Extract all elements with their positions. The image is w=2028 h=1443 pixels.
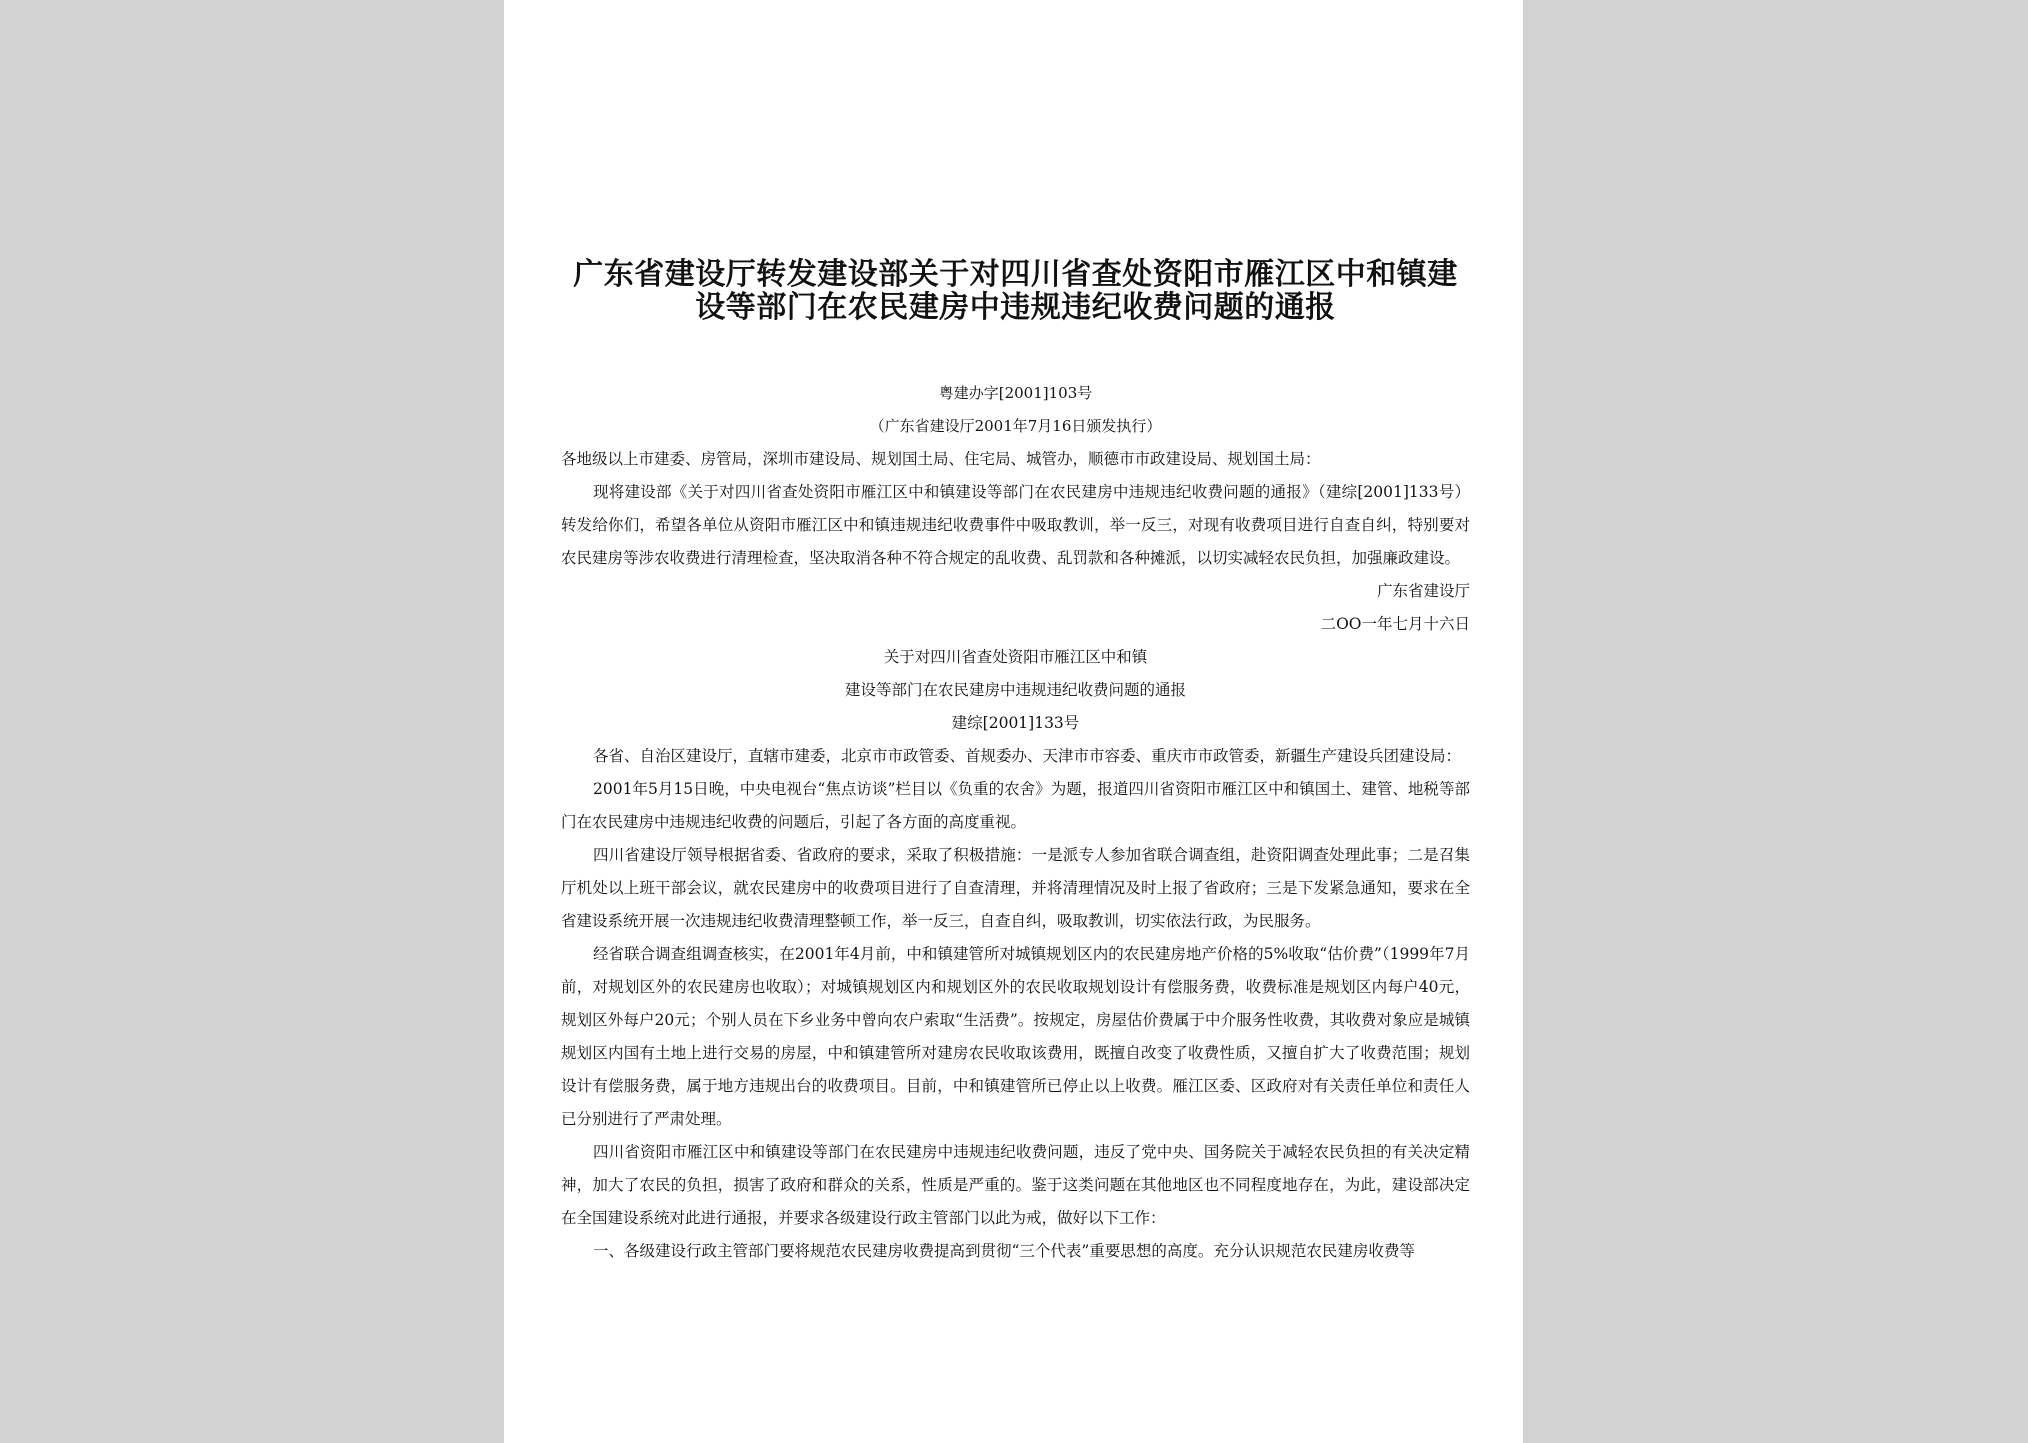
signature-date: 二OO一年七月十六日: [1320, 615, 1470, 633]
sub-addressee: 各省、自治区建设厅，直辖市建委，北京市市政管委、首规委办、天津市市容委、重庆市市政管委，新疆生产建设兵团建设局：: [593, 747, 1462, 765]
issue-note: （广东省建设厅2001年7月16日颁发执行）: [869, 417, 1162, 435]
document-title: 广东省建设厅转发建设部关于对四川省查处资阳市雁江区中和镇建设等部门在农民建房中违规违纪收费问题的通报: [573, 257, 1458, 325]
paragraph-2: 四川省建设厅领导根据省委、省政府的要求，采取了积极措施：一是派专人参加省联合调查组，赴资阳调查处理此事；二是召集厅机处以上班干部会议，就农民建房中的收费项目进行了自查清理，并将清理情况及时上报了省政府；三是下发紧急通知，要求在全省建设系统开展一次违规违纪收费清理整顿工作，举一反三，自查自纠，吸取教训，切实依法行政，为民服务。: [561, 846, 1470, 930]
sub-title-line-2: 建设等部门在农民建房中违规违纪收费问题的通报: [844, 681, 1186, 699]
sub-document-number: 建综[2001]133号: [951, 714, 1080, 732]
paragraph-1: 2001年5月15日晚，中央电视台“焦点访谈”栏目以《负重的农舍》为题，报道四川省资阳市雁江区中和镇国土、建管、地税等部门在农民建房中违规违纪收费的问题后，引起了各方面的高度重视。: [561, 780, 1470, 831]
paragraph-3: 经省联合调查组调查核实，在2001年4月前，中和镇建管所对城镇规划区内的农民建房地产价格的5%收取“估价费”（1999年7月前，对规划区外的农民建房也收取）；对城镇规划区内和规划区外的农民收取规划设计有偿服务费，收费标准是规划区内每户40元，规划区外每户20元；个别人员在下乡业务中曾向农户索取“生活费”。按规定，房屋估价费属于中介服务性收费，其收费对象应是城镇规划区内国有土地上进行交易的房屋，中和镇建管所对建房农民收取该费用，既擅自改变了收费性质，又擅自扩大了收费范围；规划设计有偿服务费，属于地方违规出台的收费项目。目前，中和镇建管所已停止以上收费。雁江区委、区政府对有关责任单位和责任人已分别进行了严肃处理。: [561, 945, 1470, 1128]
document-number: 粤建办字[2001]103号: [938, 384, 1093, 402]
document-body: [561, 258, 1470, 1268]
paragraph-4: 四川省资阳市雁江区中和镇建设等部门在农民建房中违规违纪收费问题，违反了党中央、国务院关于减轻农民负担的有关决定精神，加大了农民的负担，损害了政府和群众的关系，性质是严重的。鉴于这类问题在其他地区也不同程度地存在，为此，建设部决定在全国建设系统对此进行通报，并要求各级建设行政主管部门以此为戒，做好以下工作：: [561, 1143, 1470, 1227]
signature: 广东省建设厅: [1376, 582, 1470, 600]
sub-title-line-1: 关于对四川省查处资阳市雁江区中和镇: [883, 648, 1148, 666]
document-page: [504, 0, 1523, 1443]
addressee: 各地级以上市建委、房管局，深圳市建设局、规划国土局、住宅局、城管办，顺德市市政建设局、规划国土局：: [561, 450, 1321, 468]
paragraph-5: 一、各级建设行政主管部门要将规范农民建房收费提高到贯彻“三个代表”重要思想的高度。充分认识规范农民建房收费等: [593, 1242, 1415, 1260]
forward-paragraph: 现将建设部《关于对四川省查处资阳市雁江区中和镇建设等部门在农民建房中违规违纪收费问题的通报》（建综[2001]133号）转发给你们，希望各单位从资阳市雁江区中和镇违规违纪收费事件中吸取教训，举一反三，对现有收费项目进行自查自纠，特别要对农民建房等涉农收费进行清理检查，坚决取消各种不符合规定的乱收费、乱罚款和各种摊派，以切实减轻农民负担，加强廉政建设。: [561, 483, 1470, 567]
